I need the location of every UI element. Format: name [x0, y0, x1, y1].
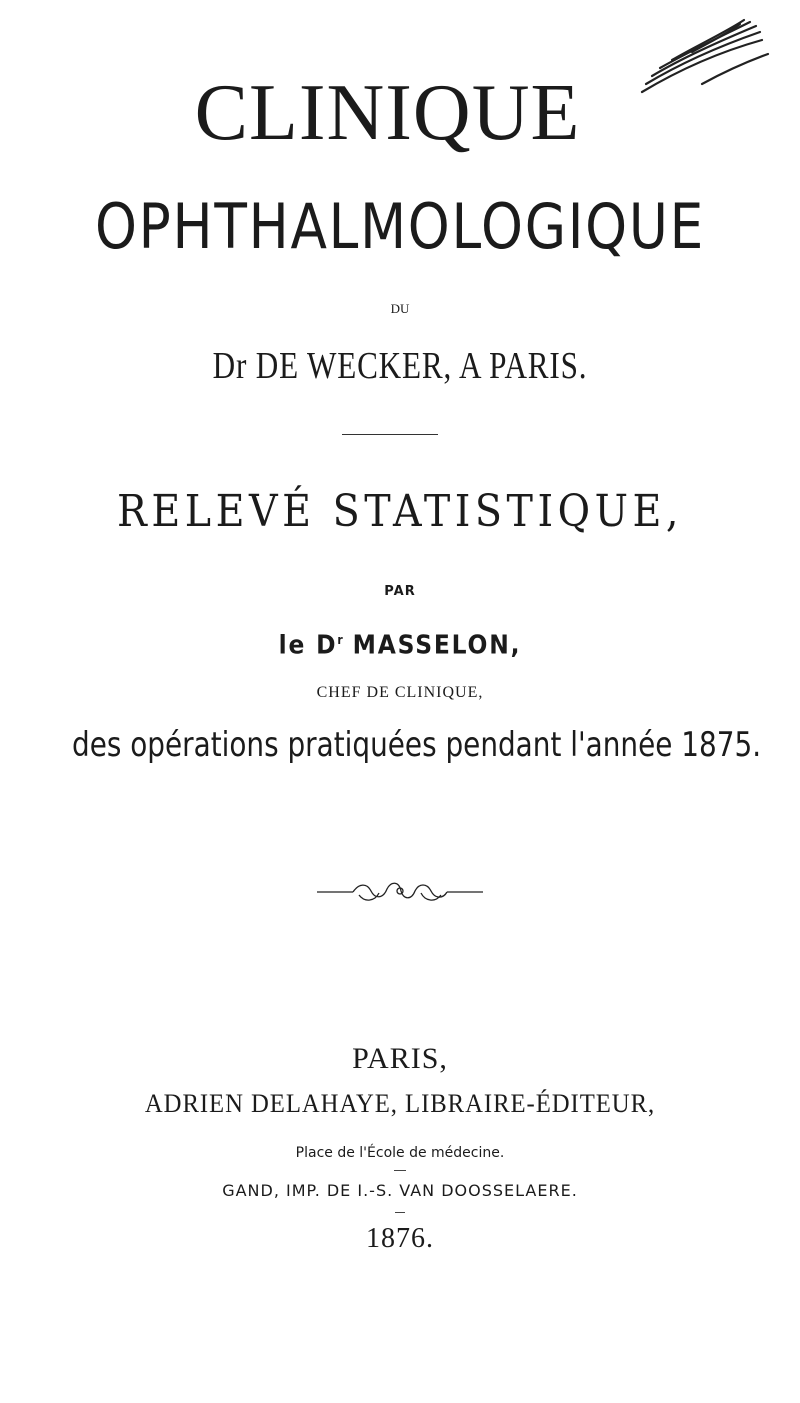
imprint-dash-2	[395, 1212, 405, 1213]
imprint-printer: GAND, IMP. DE I.-S. VAN DOOSSELAERE.	[222, 1181, 578, 1200]
imprint-address: Place de l'École de médecine.	[295, 1145, 505, 1161]
du-label: DU	[390, 301, 410, 316]
name-surname: MASSELON,	[342, 630, 522, 661]
imprint-publisher: ADRIEN DELAHAYE, LIBRAIRE-ÉDITEUR,	[144, 1089, 656, 1118]
par-label: PAR	[384, 584, 416, 599]
author-role: CHEF DE CLINIQUE,	[316, 684, 484, 701]
imprint-city: PARIS,	[352, 1042, 448, 1075]
author-line: Dr DE WECKER, A PARIS.	[212, 345, 588, 387]
title-line-1: CLINIQUE	[194, 69, 581, 157]
title-line-2: OPHTHALMOLOGIQUE	[94, 190, 706, 263]
subtitle: RELEVÉ STATISTIQUE,	[117, 486, 683, 537]
name-superscript: r	[337, 633, 343, 647]
imprint-year: 1876.	[366, 1223, 434, 1254]
separator-rule	[342, 434, 438, 435]
ornament-divider-icon	[315, 877, 485, 907]
author-name	[40, 624, 760, 662]
imprint-dash-1	[394, 1170, 406, 1171]
operations-line: des opérations pratiquées pendant l'année 1875.	[72, 725, 762, 765]
name-prefix: le D	[278, 630, 338, 661]
